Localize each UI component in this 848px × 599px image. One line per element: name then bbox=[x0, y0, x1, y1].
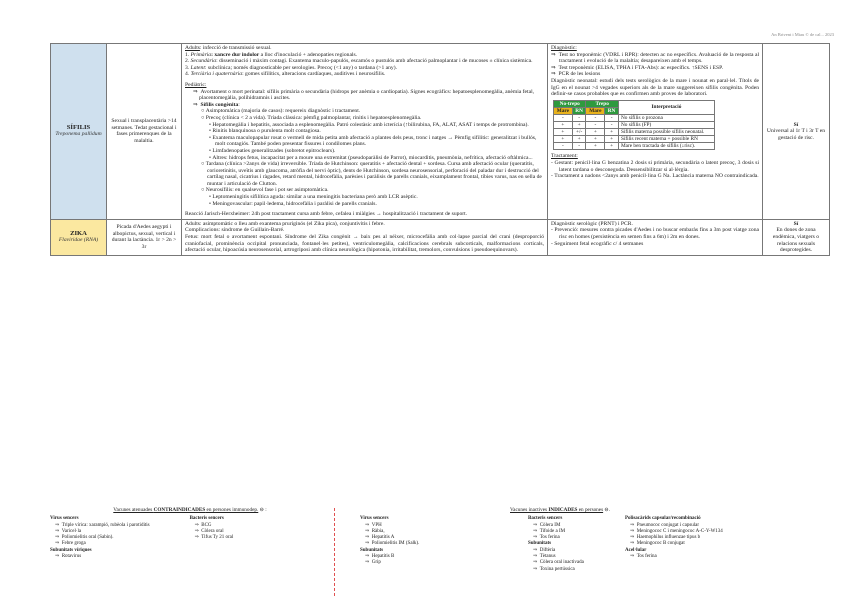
sero-h-mare: Mare bbox=[554, 107, 573, 114]
warning-icon: ⊖ bbox=[259, 507, 264, 513]
list-item: ⇒ Meningococ C i meningococ A-C-Y-W134 bbox=[630, 528, 723, 534]
inactive-virus-title: Virus sencers bbox=[360, 516, 389, 522]
attenuated-bacteria-group bbox=[190, 516, 234, 560]
list-item: ⇒ Pneumococ conjugat i capsular bbox=[630, 522, 700, 528]
zika-diagnosis-cell bbox=[548, 219, 763, 255]
diseases-table bbox=[50, 43, 830, 256]
syphilis-neuro: ○ Neurosífilis: en qualsevol fase i pot ser asimptomàtica. bbox=[201, 187, 329, 194]
attenuated-virus-title: Virus sencers bbox=[50, 516, 79, 522]
syphilis-adults-intro: Adults: infecció de transmissió sexual. bbox=[185, 45, 272, 51]
syphilis-pediatric-1: ⇒ Avortament o mort perinatal: sífilis primària o secundària (hidrops per anèmia o cardiopatia). Signes ecogràfics: hepatoesplenomegàlia, anèmia fetal, placentomegàlia, polihidramnis i ascites. bbox=[193, 88, 535, 102]
zika-transmission: Picada d'Aedes aegypti i albopictus, sexual, vertical i durant la lactància. 1r > 2n > 3r bbox=[107, 219, 182, 255]
list-item: ⇒ Hepatitis B bbox=[365, 554, 395, 560]
list-item: ⇒ Varicel·la bbox=[55, 528, 82, 534]
vaccines-inactive bbox=[360, 507, 830, 573]
list-item: ⇒ VPH bbox=[365, 522, 382, 528]
list-item: ⇒ Còlera IM bbox=[533, 522, 561, 528]
vaccines-inactive-title: Vacunes inactives INDICADES en persones ⊖. bbox=[510, 507, 611, 513]
syphilis-pediatric-title: Pediàtric: bbox=[185, 81, 207, 88]
list-item: ⇒ Grip bbox=[365, 560, 381, 566]
zika-name: ZIKA bbox=[70, 229, 87, 237]
zika-complications: Complicacions: síndrome de Guillain-Barré. bbox=[185, 227, 285, 234]
inactive-virus-group bbox=[360, 516, 528, 573]
syphilis-treatment-title: Tractament: bbox=[551, 153, 578, 160]
syphilis-diag-pcr: ⇒ PCR de les lesions bbox=[551, 71, 601, 78]
sero-row: + + - - No sífilis (FP) bbox=[554, 122, 715, 129]
syphilis-early: ○ Precoç (clínica < 2 a vida). Tríada clàssica: pèmfig palmoplantar, rinitis i hepatoesplenomegàlia. bbox=[201, 114, 422, 121]
sero-h-nontrep: No-trepo bbox=[554, 100, 586, 107]
zika-row bbox=[51, 219, 830, 255]
attenuated-virus-group bbox=[50, 516, 150, 560]
syphilis-stage-tertiary: 4. Terciària i quaternària: gomes sifilítics, alteracions cardíaques, auditives i neurosífilis. bbox=[185, 71, 386, 78]
syphilis-early-2: • Rinitis blanquinosa o purulenta molt contagiosa. bbox=[209, 128, 321, 135]
syphilis-congenital-title: ⇒ Sífilis congènita: bbox=[193, 101, 240, 108]
zika-diagnosis: Diagnòstic serològic (PRNT) i PCR. bbox=[551, 220, 633, 227]
vaccines-attenuated-title: Vacunes atenuades CONTRAINDICADES en persones immunodep. ⊖ : bbox=[113, 507, 267, 513]
zika-clinic bbox=[182, 219, 548, 255]
list-item: ⇒ Toxina pertússica bbox=[533, 566, 575, 572]
list-item: ⇒ Haemophilus influenzae tipus b bbox=[630, 535, 701, 541]
sero-row: - - - - No sífilis o prozona bbox=[554, 114, 715, 121]
syphilis-name-cell bbox=[51, 44, 107, 220]
inactive-poly-title: Polisacàrids capsular/recombinació bbox=[625, 516, 701, 522]
list-item: ⇒ BCG bbox=[194, 522, 212, 528]
syphilis-treatment-2: - Tractament a nadons <2anys amb penicil·lina G Na. Lactància materna NO contraindicada. bbox=[551, 173, 759, 180]
syphilis-early-4: • Limfadenopaties generalitzades (sobretot epitroclears). bbox=[209, 147, 336, 154]
syphilis-treatment-1: - Gestant: penicil·lina G benzatina 2 dosis si primària, secundària o latent precoç, 3 dosis si latent tardana o desconeguda. Dessensibilitzar si al·lèrgia. bbox=[551, 160, 759, 173]
sero-h-rn: RN bbox=[572, 107, 586, 114]
sero-row: + + + + Sífilis recent materna + possible RN bbox=[554, 136, 715, 143]
list-item: ⇒ Febre groga bbox=[55, 541, 86, 547]
inactive-bacteria-title: Bacteris sencers bbox=[528, 516, 563, 522]
zika-screening bbox=[763, 219, 830, 255]
zika-fetus: Fetus: mort fetal o avortament espontani. Síndrome del Zika congènit → baix pes al néixer, microcefàlia amb col·lapse parcial del crani (desproporció craniofacial, prominència occipital pronunciada, fontanel·les petites), ventriculomegàlia, calcificacions cerebrals subcorticals, malformacions corticals, afectació ocular, hipoacúsia neurosensorial, artrogriposi amb clínica neurològica (hipotonia, irritabilitat, tremolors, convulsions i pseudoequinovars). bbox=[185, 234, 544, 254]
sero-h-interp: Interpretació bbox=[618, 100, 714, 114]
sero-row: + +/- + + Sífilis materna possible sífilis neonatal. bbox=[554, 129, 715, 136]
list-item: ⇒ Còlera oral inactivada bbox=[533, 560, 584, 566]
syphilis-screening-yes: Sí bbox=[793, 121, 799, 128]
zika-followup: - Seguiment fetal ecogràfic c/ 4 setmanes bbox=[551, 240, 644, 247]
syphilis-screening bbox=[763, 44, 830, 220]
list-item: ⇒ Poliomielitis oral (Sabin). bbox=[55, 535, 114, 541]
list-item: ⇒ Hepatitis A bbox=[365, 535, 395, 541]
inactive-poly-group bbox=[625, 516, 723, 573]
list-item: ⇒ Poliomielitis IM (Salk). bbox=[365, 541, 420, 547]
zika-agent: Flaviridae (RNA) bbox=[58, 237, 99, 244]
sero-h-rn-2: RN bbox=[605, 107, 619, 114]
serology-table bbox=[553, 100, 715, 151]
inactive-bsub-title: Subunitats bbox=[528, 541, 552, 547]
syphilis-neuro-2: • Meningovascular: papil·ledema, hidrocefàlia i paràlisi de parells cranials. bbox=[209, 200, 377, 207]
sero-row: - - + + Mare ben tractada de sífilis (↓risc). bbox=[554, 143, 715, 150]
syphilis-late: ○ Tardana (clínica >2anys de vida) irreversible. Tríada de Hutchinson: queratitis + afectació dental + sordesa. Cursa amb afectació ocular (queratitis, corioretinitis, uveïtis amb glaucoma, atròfia del nervi òptic), dents de Hutchinson, sordesa neurosensorial, perforació del paladar dur i destrucció del cartílag nasal, cicatrius i ràgades, retard mental, hidrocefàlia, parèsies i paràlisis de parells cranials, eixamplament frontal, tíbies varus, nas en sella de muntar i articulació de Clutton. bbox=[201, 161, 542, 187]
syphilis-stage-secondary: 2. Secundària: disseminació i màxim contagi. Exantema maculo-papulós, escamós o pustulós amb afectació palmoplantar i de mucoses ± clínica sistèmica. bbox=[185, 58, 533, 65]
sero-h-mare-2: Mare bbox=[586, 107, 605, 114]
syphilis-row bbox=[51, 44, 830, 220]
syphilis-diag-trep: ⇒ Test treponèmic (ELISA, TPHA i FTA-Abs): ac específics. ↑SENS i ESP. bbox=[551, 64, 724, 71]
syphilis-clinic bbox=[182, 44, 548, 220]
list-item: ⇒ Tètanus bbox=[533, 554, 556, 560]
attenuated-subunits-title: Subunitats víriques bbox=[50, 547, 92, 553]
list-item: ⇒ Tos ferina bbox=[630, 554, 657, 560]
list-item: ⇒ Diftèria bbox=[533, 547, 556, 553]
list-item: ⇒ Tifoide a IM bbox=[533, 528, 566, 534]
list-item: ⇒ Rotavirus bbox=[55, 554, 82, 560]
list-item: ⇒ Triple vírica: xarampió, rubèola i parotiditis bbox=[55, 522, 150, 528]
attenuated-bacteria-title: Bacteris sencers bbox=[189, 516, 224, 522]
syphilis-diag-nontrep: ⇒ Test no treponèmic (VDRL i RPR): detecten ac no específics. Avaluació de la resposta al tractament i evolució de la malaltia; desapareixen amb el temps. bbox=[551, 51, 760, 65]
zika-adults: Adults: asimptomàtic o lleu amb exantema pruriginós (el Zika pica), conjuntivitis i febre. bbox=[185, 220, 385, 227]
syphilis-diagnosis-cell bbox=[548, 44, 763, 220]
zika-prevention: - Prevenció: mesures contra picades d'Aedes i no buscar embaràs fins a 3m post viatge zona risc en homes (persistència en semen fins a 6m) i 2m en dones. bbox=[551, 227, 759, 241]
list-item: ⇒ Còlera oral bbox=[194, 528, 224, 534]
zika-screening-detail: En dones de zona endèmica, viatgers o relacions sexuals desprotegides. bbox=[772, 227, 820, 254]
warning-icon: ⊖ bbox=[604, 507, 609, 513]
list-item: ⇒ Ràbia, bbox=[365, 528, 385, 534]
inactive-subunits-title: Subunitats bbox=[360, 547, 384, 553]
syphilis-neonatal: Diagnòstic neonatal: estudi dels tests serològics de la mare i nounat en paral·lel. Títols de IgG en el nounat >4 vegades superiors als de la mare suggereixen sífilis congènita. Poden definir-se casos probables que es confirmen amb proves de laboratori. bbox=[551, 77, 759, 98]
list-item: ⇒ Tos ferina bbox=[533, 535, 560, 541]
syphilis-name: SÍFILIS bbox=[66, 123, 91, 131]
list-item: ⇒ Meningococ B conjugat bbox=[630, 541, 685, 547]
header-text: An Brivent i Miau © de cal... 2023 bbox=[771, 32, 834, 37]
syphilis-asymptomatic: ○ Asimptomàtica (majoria de casos): requereix diagnòstic i tractament. bbox=[201, 108, 361, 115]
zika-screening-yes: Sí bbox=[793, 220, 799, 227]
zika-name-cell bbox=[51, 219, 107, 255]
syphilis-stage-latent: 3. Latent: subclínica; només diagnosticable per serologies. Precoç (<1 any) o tardana (>1 any). bbox=[185, 64, 397, 71]
syphilis-early-5: • Altres: hidrops fetus, incapacitat per a moure una extremitat (pseudoparàlisi de Parrot), miocarditis, pneumònia, nefrítica, afectació oftàlmica... bbox=[209, 154, 533, 161]
vaccines-divider bbox=[334, 508, 335, 596]
syphilis-jarisch: Reacció Jarisch-Herxheimer: 24h post tractament cursa amb febre, cefalea i miàlgies → hospitalització i tractament de suport. bbox=[185, 211, 468, 218]
syphilis-stage-primary: 1. Primària: xancre dur indolor a lloc d'inoculació + adenopaties regionals. bbox=[185, 51, 358, 58]
syphilis-agent: Treponema pallidum bbox=[55, 131, 102, 138]
syphilis-early-3: • Exantema maculopapular rosat o vermell de mida petita amb afectació a plantes dels peus, tronc i natges → Pèmfig sifilític: generalitzat i bullós, molt contagiós. També poden presentar fissures i condilomes plans. bbox=[209, 134, 537, 148]
vaccines-attenuated bbox=[50, 507, 330, 560]
syphilis-screening-detail: Universal al 1r T i 3r T en gestació de risc. bbox=[766, 128, 826, 141]
syphilis-neuro-1: • Leptomeningitis sifilítica aguda: similar a una meningitis bacteriana però amb LCR asèptic. bbox=[209, 194, 418, 201]
syphilis-early-1: • Hepatomegàlia i hepatitis, associada a esplenomegàlia. Patró colestàsic amb icterícia (↑bilirubina, FA, ALAT, ASAT i temps de protrombina). bbox=[209, 121, 529, 128]
syphilis-diagnosis-title: Diagnòstic: bbox=[551, 45, 577, 51]
syphilis-transmission: Sexual i transplacentària >14 setmanes. Tedat gestacional i fases primerenques de la malaltia. bbox=[107, 44, 182, 220]
inactive-acel-title: Acel·lular bbox=[625, 547, 647, 553]
inactive-bacteria-group bbox=[528, 516, 625, 573]
sero-h-trep: Trepo bbox=[586, 100, 618, 107]
list-item: ⇒ Tifus Ty 21 oral bbox=[194, 535, 234, 541]
